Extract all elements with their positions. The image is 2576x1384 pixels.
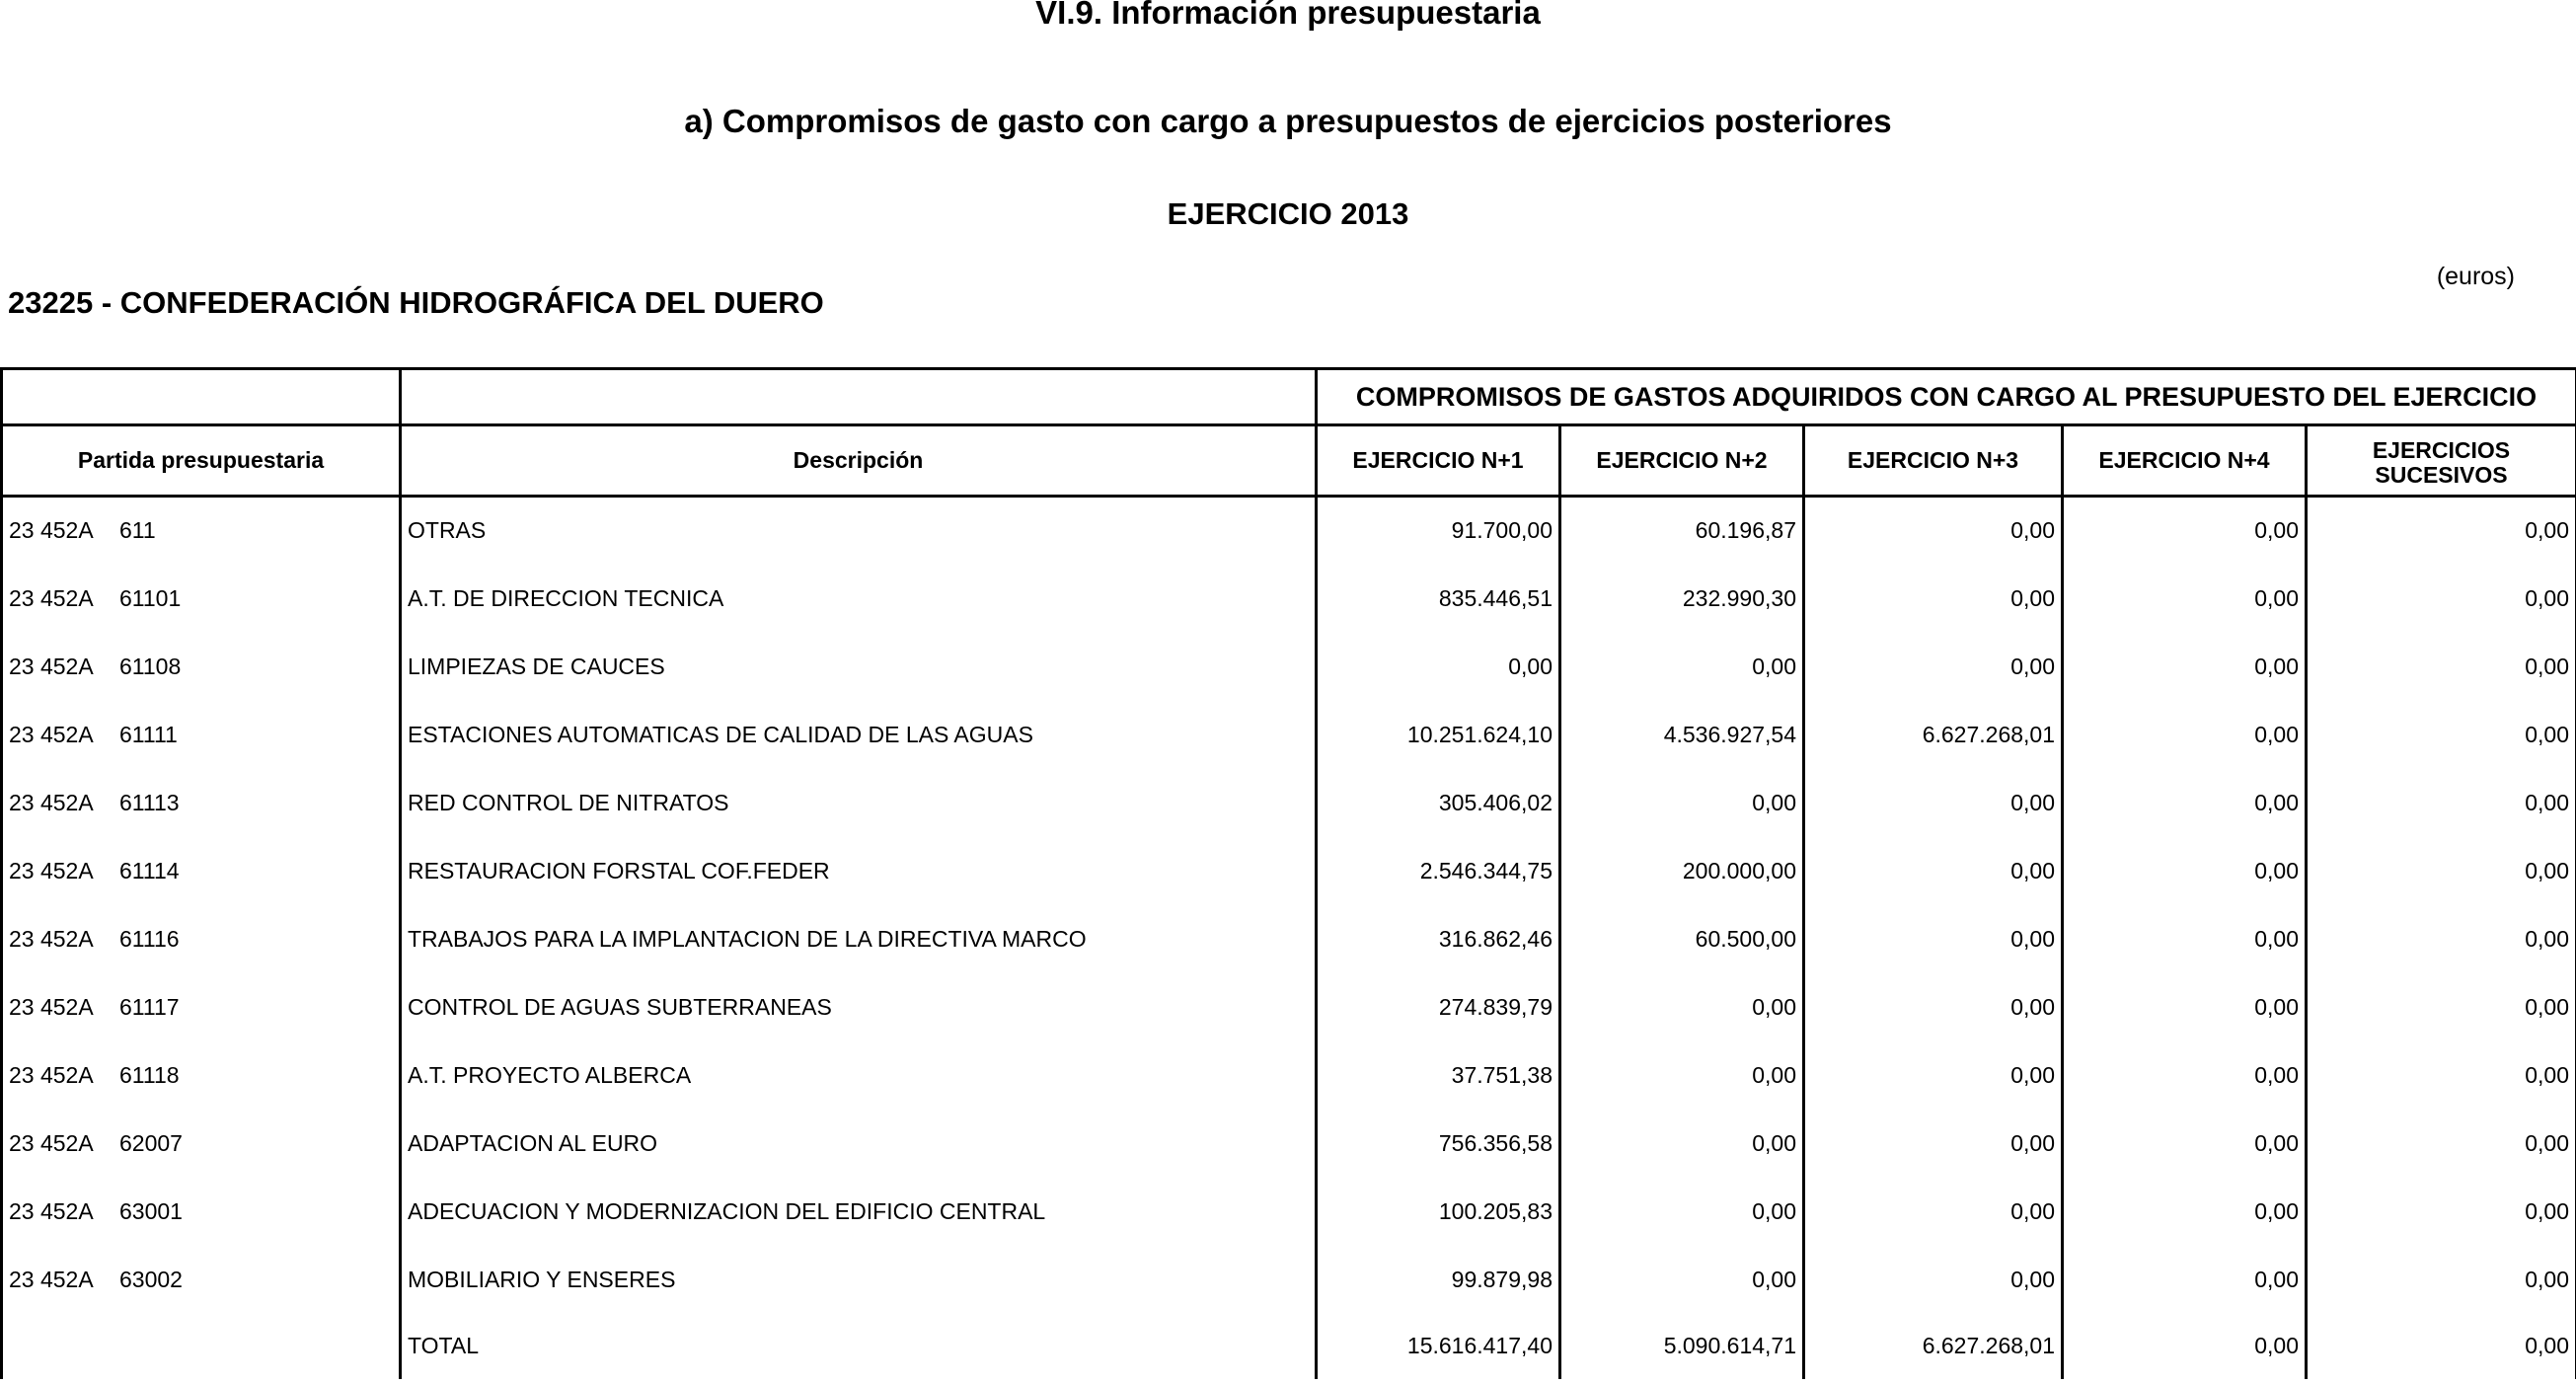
programa-code: 23 452A	[9, 1197, 94, 1224]
programa-code: 23 452A	[9, 653, 94, 679]
amount-cell-sucesivos: 0,00	[2307, 837, 2576, 905]
total-partida-cell	[2, 1314, 401, 1379]
table-row	[2, 837, 2576, 905]
partida-cell	[2, 1246, 401, 1314]
amount-cell-n1: 37.751,38	[1317, 1041, 1560, 1110]
concepto-code: 63001	[119, 1197, 183, 1224]
concepto-code: 61111	[119, 721, 178, 747]
total-amount-n2: 5.090.614,71	[1560, 1314, 1804, 1379]
amount-cell-n3: 0,00	[1804, 905, 2063, 973]
table-row	[2, 497, 2576, 565]
concepto-code: 61114	[119, 857, 180, 884]
amount-cell-n1: 100.205,83	[1317, 1178, 1560, 1246]
partida-cell	[2, 701, 401, 769]
section-title: VI.9. Información presupuestaria	[1035, 0, 1541, 31]
amount-cell-n4: 0,00	[2063, 565, 2307, 633]
table-row	[2, 1041, 2576, 1110]
amount-cell-sucesivos: 0,00	[2307, 1178, 2576, 1246]
programa-code: 23 452A	[9, 517, 94, 544]
concepto-code: 611	[119, 517, 156, 544]
amount-cell-n4: 0,00	[2063, 1246, 2307, 1314]
total-row	[2, 1314, 2576, 1379]
table-row	[2, 565, 2576, 633]
amount-cell-n3: 0,00	[1804, 633, 2063, 701]
concepto-code: 61101	[119, 584, 182, 611]
amount-cell-sucesivos: 0,00	[2307, 769, 2576, 837]
partida-cell	[2, 905, 401, 973]
budget-table	[0, 367, 2576, 1379]
entity-title: 23225 - CONFEDERACIÓN HIDROGRÁFICA DEL DUERO	[8, 285, 824, 320]
amount-cell-n3: 0,00	[1804, 1246, 2063, 1314]
column-header-row	[2, 425, 2576, 497]
amount-cell-n1: 305.406,02	[1317, 769, 1560, 837]
amount-cell-sucesivos: 0,00	[2307, 905, 2576, 973]
descripcion-cell: CONTROL DE AGUAS SUBTERRANEAS	[401, 973, 1317, 1041]
amount-cell-n2: 0,00	[1560, 1178, 1804, 1246]
amount-cell-n4: 0,00	[2063, 1178, 2307, 1246]
descripcion-cell: OTRAS	[401, 497, 1317, 565]
column-header-descripcion: Descripción	[401, 425, 1317, 497]
programa-code: 23 452A	[9, 1129, 94, 1156]
partida-cell	[2, 497, 401, 565]
table-row	[2, 905, 2576, 973]
table-row	[2, 1178, 2576, 1246]
amount-cell-n1: 10.251.624,10	[1317, 701, 1560, 769]
amount-cell-n4: 0,00	[2063, 633, 2307, 701]
partida-cell	[2, 1178, 401, 1246]
column-header-sucesivos: EJERCICIOS SUCESIVOS	[2307, 425, 2576, 497]
amount-cell-n1: 99.879,98	[1317, 1246, 1560, 1314]
programa-code: 23 452A	[9, 1266, 94, 1292]
section-subtitle: a) Compromisos de gasto con cargo a presupuestos de ejercicios posteriores	[684, 103, 1892, 139]
amount-cell-n1: 316.862,46	[1317, 905, 1560, 973]
column-header-n4: EJERCICIO N+4	[2063, 425, 2307, 497]
table-row	[2, 1110, 2576, 1178]
amount-cell-n2: 0,00	[1560, 1041, 1804, 1110]
total-amount-n4: 0,00	[2063, 1314, 2307, 1379]
table-row	[2, 701, 2576, 769]
amount-cell-n4: 0,00	[2063, 1041, 2307, 1110]
amount-cell-sucesivos: 0,00	[2307, 565, 2576, 633]
amount-cell-n4: 0,00	[2063, 701, 2307, 769]
total-amount-sucesivos: 0,00	[2307, 1314, 2576, 1379]
table-row	[2, 633, 2576, 701]
programa-code: 23 452A	[9, 925, 94, 952]
amount-cell-n4: 0,00	[2063, 497, 2307, 565]
amount-cell-n3: 0,00	[1804, 769, 2063, 837]
amount-cell-n2: 4.536.927,54	[1560, 701, 1804, 769]
amount-cell-n1: 835.446,51	[1317, 565, 1560, 633]
amount-cell-sucesivos: 0,00	[2307, 1246, 2576, 1314]
table-row	[2, 769, 2576, 837]
amount-cell-n3: 0,00	[1804, 565, 2063, 633]
descripcion-cell: ESTACIONES AUTOMATICAS DE CALIDAD DE LAS AGUAS	[401, 701, 1317, 769]
amount-cell-sucesivos: 0,00	[2307, 497, 2576, 565]
concepto-code: 63002	[119, 1266, 183, 1292]
partida-cell	[2, 565, 401, 633]
amount-cell-sucesivos: 0,00	[2307, 633, 2576, 701]
descripcion-cell: ADECUACION Y MODERNIZACION DEL EDIFICIO CENTRAL	[401, 1178, 1317, 1246]
amount-cell-n4: 0,00	[2063, 1110, 2307, 1178]
partida-cell	[2, 1041, 401, 1110]
descripcion-cell: LIMPIEZAS DE CAUCES	[401, 633, 1317, 701]
amount-cell-sucesivos: 0,00	[2307, 973, 2576, 1041]
amount-cell-n1: 274.839,79	[1317, 973, 1560, 1041]
amount-cell-n3: 0,00	[1804, 497, 2063, 565]
descripcion-cell: A.T. PROYECTO ALBERCA	[401, 1041, 1317, 1110]
concepto-code: 61113	[119, 789, 180, 815]
amount-cell-n2: 60.196,87	[1560, 497, 1804, 565]
amount-cell-n2: 0,00	[1560, 633, 1804, 701]
amount-cell-n3: 0,00	[1804, 1178, 2063, 1246]
exercise-year: EJERCICIO 2013	[1167, 196, 1409, 231]
programa-code: 23 452A	[9, 1061, 94, 1088]
programa-code: 23 452A	[9, 584, 94, 611]
programa-code: 23 452A	[9, 721, 94, 747]
amount-cell-n1: 91.700,00	[1317, 497, 1560, 565]
total-amount-n1: 15.616.417,40	[1317, 1314, 1560, 1379]
total-amount-n3: 6.627.268,01	[1804, 1314, 2063, 1379]
partida-cell	[2, 837, 401, 905]
amount-cell-n1: 0,00	[1317, 633, 1560, 701]
total-label: TOTAL	[401, 1314, 1317, 1379]
empty-header-cell	[401, 369, 1317, 425]
amount-cell-n4: 0,00	[2063, 973, 2307, 1041]
partida-cell	[2, 633, 401, 701]
programa-code: 23 452A	[9, 789, 94, 815]
amount-cell-n4: 0,00	[2063, 905, 2307, 973]
descripcion-cell: RESTAURACION FORSTAL COF.FEDER	[401, 837, 1317, 905]
concepto-code: 62007	[119, 1129, 183, 1156]
amount-cell-n1: 756.356,58	[1317, 1110, 1560, 1178]
amount-cell-n3: 0,00	[1804, 973, 2063, 1041]
amount-cell-n2: 200.000,00	[1560, 837, 1804, 905]
amount-cell-n2: 232.990,30	[1560, 565, 1804, 633]
column-header-n2: EJERCICIO N+2	[1560, 425, 1804, 497]
partida-cell	[2, 973, 401, 1041]
amount-cell-n4: 0,00	[2063, 837, 2307, 905]
amount-cell-n2: 0,00	[1560, 973, 1804, 1041]
concepto-code: 61118	[119, 1061, 180, 1088]
partida-cell	[2, 1110, 401, 1178]
amount-cell-n4: 0,00	[2063, 769, 2307, 837]
amount-cell-n2: 0,00	[1560, 769, 1804, 837]
column-header-n1: EJERCICIO N+1	[1317, 425, 1560, 497]
partida-cell	[2, 769, 401, 837]
amount-cell-n2: 60.500,00	[1560, 905, 1804, 973]
descripcion-cell: RED CONTROL DE NITRATOS	[401, 769, 1317, 837]
amount-cell-sucesivos: 0,00	[2307, 1110, 2576, 1178]
programa-code: 23 452A	[9, 857, 94, 884]
amount-cell-sucesivos: 0,00	[2307, 701, 2576, 769]
concepto-code: 61108	[119, 653, 182, 679]
concepto-code: 61117	[119, 993, 180, 1020]
amount-cell-n3: 0,00	[1804, 837, 2063, 905]
empty-header-cell	[2, 369, 401, 425]
amount-cell-sucesivos: 0,00	[2307, 1041, 2576, 1110]
currency-unit: (euros)	[2436, 263, 2515, 290]
amount-cell-n2: 0,00	[1560, 1246, 1804, 1314]
amount-cell-n2: 0,00	[1560, 1110, 1804, 1178]
descripcion-cell: MOBILIARIO Y ENSERES	[401, 1246, 1317, 1314]
amount-cell-n3: 0,00	[1804, 1110, 2063, 1178]
descripcion-cell: A.T. DE DIRECCION TECNICA	[401, 565, 1317, 633]
table-row	[2, 1246, 2576, 1314]
table-row	[2, 973, 2576, 1041]
column-header-partida: Partida presupuestaria	[2, 425, 401, 497]
amount-cell-n3: 6.627.268,01	[1804, 701, 2063, 769]
amount-cell-n3: 0,00	[1804, 1041, 2063, 1110]
descripcion-cell: TRABAJOS PARA LA IMPLANTACION DE LA DIRECTIVA MARCO	[401, 905, 1317, 973]
amount-cell-n1: 2.546.344,75	[1317, 837, 1560, 905]
column-header-n3: EJERCICIO N+3	[1804, 425, 2063, 497]
concepto-code: 61116	[119, 925, 180, 952]
programa-code: 23 452A	[9, 993, 94, 1020]
group-header: COMPROMISOS DE GASTOS ADQUIRIDOS CON CARGO AL PRESUPUESTO DEL EJERCICIO	[1317, 369, 2576, 425]
descripcion-cell: ADAPTACION AL EURO	[401, 1110, 1317, 1178]
group-header-row	[2, 369, 2576, 425]
